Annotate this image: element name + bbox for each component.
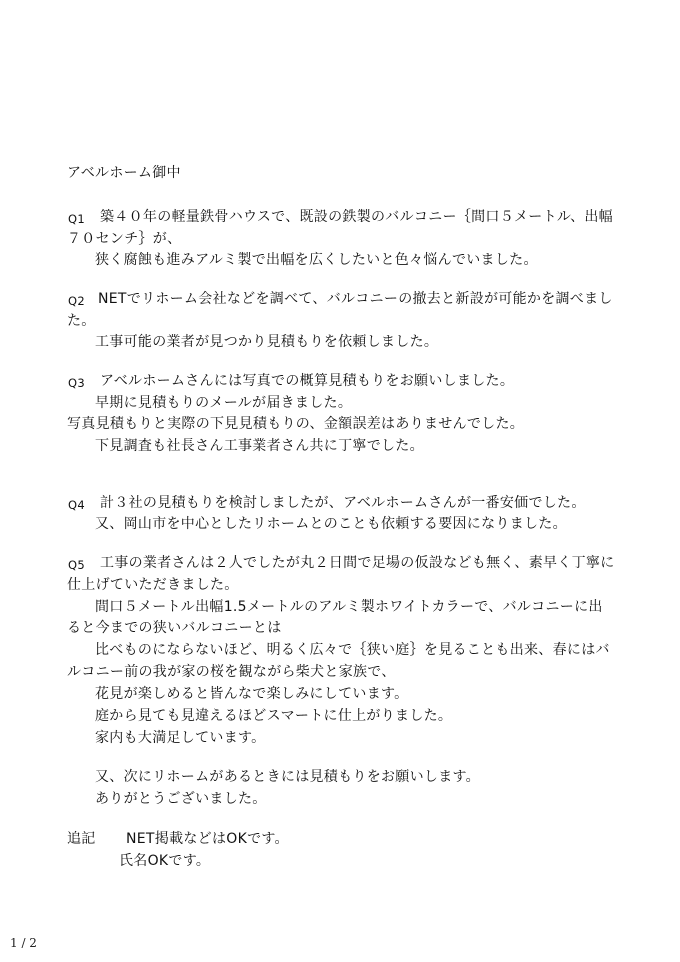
q2-line-1: NETでリホーム会社などを調べて、バルコニーの撤去と新設が可能かを調べまし [98, 291, 613, 307]
q3-line-1: アベルホームさんには写真での概算見積もりをお願いしました。 [100, 373, 515, 389]
q3-line-3: 写真見積もりと実際の下見見積もりの、金額誤差はありませんでした。 [67, 416, 525, 432]
q5-line-2: 仕上げていただきました。 [67, 577, 239, 593]
q5-line-1: 工事の業者さんは２人でしたが丸２日間で足場の仮設なども無く、素早く丁寧に [100, 555, 615, 571]
postscript-label: 追記 [67, 831, 96, 847]
q5-line-5: 比べものにならないほど、明るく広々で｛狭い庭｝を見ることも出来、春にはバ [95, 642, 610, 658]
q4-line-2: 又、岡山市を中心としたリホームとのことも依頼する要因になりました。 [95, 516, 567, 532]
q5-line-3: 間口５メートル出幅1.5メートルのアルミ製ホワイトカラーで、バルコニーに出 [95, 599, 603, 615]
q3-label: Q3 [68, 376, 85, 390]
q2-line-2: た。 [67, 313, 96, 329]
greeting: アベルホーム御中 [67, 165, 181, 181]
q3-line-4: 下見調査も社長さん工事業者さん共に丁寧でした。 [95, 438, 424, 454]
q1-line-3: 狭く腐蝕も進みアルミ製で出幅を広くしたいと色々悩んでいました。 [95, 252, 538, 268]
q4-label: Q4 [68, 498, 85, 512]
q5-line-6: ルコニー前の我が家の桜を観ながら柴犬と家族で、 [67, 664, 396, 680]
q1-label: Q1 [68, 212, 85, 226]
q5-line-11: ありがとうございました。 [95, 791, 267, 807]
q3-line-2: 早期に見積もりのメールが届きました。 [95, 395, 353, 411]
q5-line-10: 又、次にリホームがあるときには見積もりをお願いします。 [95, 769, 480, 785]
q1-line-1: 築４０年の軽量鉄骨ハウスで、既設の鉄製のバルコニー｛間口５メートル、出幅 [100, 209, 613, 225]
postscript-line-1: NET掲載などはOKです。 [126, 831, 289, 847]
q5-line-4: ると今までの狭いバルコニーとは [67, 620, 282, 636]
q1-line-2: ７０センチ｝が、 [67, 231, 182, 247]
postscript-line-2: 氏名OKです。 [119, 853, 211, 869]
page-number: 1 / 2 [10, 936, 37, 950]
q4-line-1: 計３社の見積もりを検討しましたが、アベルホームさんが一番安価でした。 [100, 495, 586, 511]
q5-line-7: 花見が楽しめると皆んなで楽しみにしています。 [95, 686, 409, 702]
q2-label: Q2 [68, 294, 85, 308]
q5-line-8: 庭から見ても見違えるほどスマートに仕上がりました。 [95, 708, 453, 724]
q2-line-3: 工事可能の業者が見つかり見積もりを依頼しました。 [95, 334, 439, 350]
q5-line-9: 家内も大満足しています。 [95, 730, 266, 746]
q5-label: Q5 [68, 558, 85, 572]
